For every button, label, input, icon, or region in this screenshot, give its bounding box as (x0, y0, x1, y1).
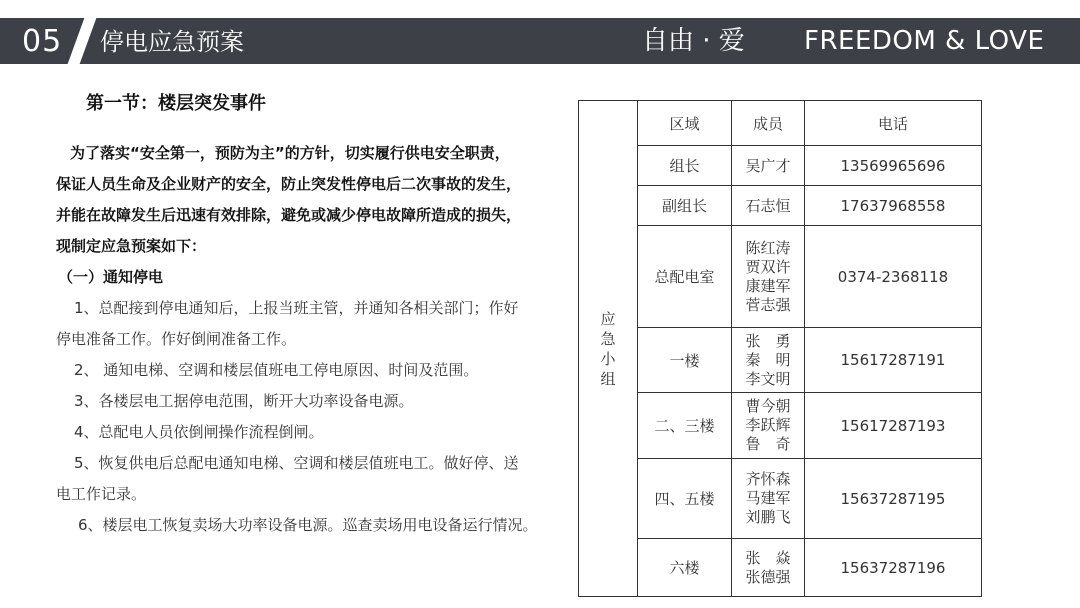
members-cell: 石志恒 (732, 186, 805, 226)
member-name: 菅志强 (745, 295, 791, 314)
slogan-english: FREEDOM & LOVE (804, 26, 1045, 56)
table-row (579, 186, 982, 226)
body-line: 4、总配电人员依倒闸操作流程倒闸。 (74, 423, 324, 441)
member-name: 马建军 (745, 489, 791, 507)
body-line: 2、 通知电梯、空调和楼层值班电工停电原因、时间及范围。 (74, 361, 479, 379)
members-cell (732, 393, 805, 459)
header-phone: 电话 (805, 101, 982, 146)
side-label-char: 应 (600, 309, 616, 328)
emergency-team-table (578, 100, 982, 597)
table-row (579, 146, 982, 186)
table-row (579, 459, 982, 539)
member-name: 张 焱 (745, 548, 791, 567)
intro-line: 为了落实“安全第一，预防为主”的方针，切实履行供电安全职责， (70, 144, 510, 162)
area-cell: 总配电室 (638, 226, 732, 328)
side-label-cell (579, 101, 638, 597)
body-line: 停电准备工作。作好倒闸准备工作。 (56, 330, 297, 348)
table-row (579, 393, 982, 459)
member-name: 曹今朝 (745, 397, 791, 415)
members-cell (732, 539, 805, 597)
member-name: 张德强 (745, 567, 791, 586)
header-members: 成员 (732, 101, 805, 146)
intro-line: 保证人员生命及企业财产的安全，防止突发性停电后二次事故的发生， (56, 175, 522, 193)
area-cell: 二、三楼 (638, 393, 732, 459)
area-cell: 副组长 (638, 186, 732, 226)
intro-line: 现制定应急预案如下： (56, 237, 207, 255)
subheading: （一）通知停电 (58, 268, 164, 286)
member-name: 李文明 (745, 369, 791, 388)
phone-cell: 15617287191 (805, 328, 982, 393)
header-area: 区域 (638, 101, 732, 146)
body-line: 1、总配接到停电通知后，上报当班主管，并通知各相关部门；作好 (74, 299, 519, 317)
side-label-char: 急 (600, 329, 616, 348)
body-line: 6、楼层电工恢复卖场大功率设备电源。巡查卖场用电设备运行情况。 (78, 516, 538, 534)
member-name: 康建军 (745, 276, 791, 295)
member-name: 刘鹏飞 (745, 508, 791, 526)
body-line: 5、恢复供电后总配电通知电梯、空调和楼层值班电工。做好停、送 (74, 454, 519, 472)
document-body (56, 138, 546, 541)
table-row (579, 539, 982, 597)
area-cell: 组长 (638, 146, 732, 186)
area-cell: 六楼 (638, 539, 732, 597)
phone-cell: 15637287196 (805, 539, 982, 597)
area-cell: 四、五楼 (638, 459, 732, 539)
members-cell: 吴广才 (732, 146, 805, 186)
table-row (579, 226, 982, 328)
section-heading: 第一节：楼层突发事件 (86, 93, 266, 114)
member-name: 齐怀森 (745, 470, 791, 488)
table-row (579, 328, 982, 393)
side-label-char: 小 (600, 349, 616, 368)
member-name: 李跃辉 (745, 416, 791, 434)
side-label-char: 组 (600, 369, 616, 388)
members-cell (732, 328, 805, 393)
member-name: 陈红涛 (745, 238, 791, 257)
member-name: 秦 明 (745, 350, 791, 369)
phone-cell: 15617287193 (805, 393, 982, 459)
members-cell (732, 459, 805, 539)
member-name: 贾双许 (745, 257, 791, 276)
slogan-chinese: 自由 · 爱 (642, 26, 745, 56)
phone-cell: 17637968558 (805, 186, 982, 226)
phone-cell: 0374-2368118 (805, 226, 982, 328)
section-number: 05 (22, 24, 63, 59)
intro-line: 并能在故障发生后迅速有效排除，避免或减少停电故障所造成的损失， (56, 206, 522, 224)
body-line: 3、各楼层电工据停电范围，断开大功率设备电源。 (74, 392, 414, 410)
members-cell (732, 226, 805, 328)
member-name: 鲁 奇 (745, 435, 791, 453)
phone-cell: 13569965696 (805, 146, 982, 186)
phone-cell: 15637287195 (805, 459, 982, 539)
area-cell: 一楼 (638, 328, 732, 393)
member-name: 张 勇 (745, 331, 791, 350)
body-line: 电工作记录。 (56, 485, 147, 503)
table-header-row (579, 101, 982, 146)
page-title: 停电应急预案 (100, 28, 244, 56)
